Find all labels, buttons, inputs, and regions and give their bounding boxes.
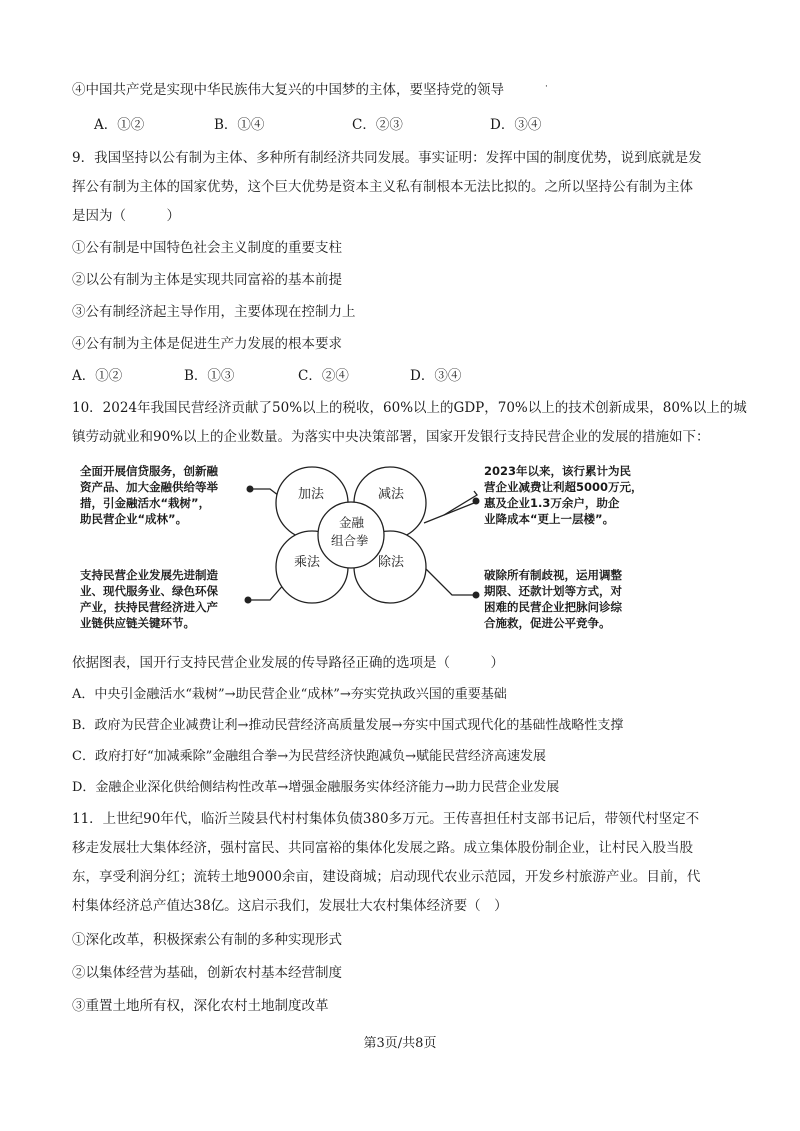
- q9-option-b: B．①③: [184, 368, 235, 384]
- q8-option-d: D．③④: [490, 117, 542, 133]
- page-footer: 第3页/共8页: [363, 1036, 437, 1051]
- text-top-left-4: 助民营企业“成林”。: [80, 512, 188, 526]
- q9-option-d: D．③④: [410, 368, 462, 384]
- q10-option-c: C．政府打好“加减乘除”金融组合拳→为民营经济快跑减负→赋能民营经济高速发展: [72, 749, 547, 764]
- stray-mark: ·: [545, 82, 548, 92]
- q9-stem-line-2: 挥公有制为主体的国家优势，这个巨大优势是资本主义私有制根本无法比拟的。之所以坚持公有制为主体: [72, 179, 693, 195]
- label-multiply: 乘法: [294, 555, 321, 570]
- q9-option-a: A．①②: [72, 368, 123, 384]
- q10-option-b: B．政府为民营企业减费让利→推动民营经济高质量发展→夯实中国式现代化的基础性战略性支撑: [72, 718, 624, 733]
- text-bottom-right-1: 破除所有制歧视，运用调整: [484, 568, 622, 582]
- bullet-bottom-right: [473, 592, 480, 599]
- q9-stem-line-1: 9．我国坚持以公有制为主体、多种所有制经济共同发展。事实证明：发挥中国的制度优势，说到底就是发: [72, 150, 702, 166]
- label-center-2: 组合拳: [331, 533, 369, 548]
- connector-top-right-a: [444, 491, 477, 515]
- bullet-top-left: [247, 486, 254, 493]
- q10-question: 依据图表，国开行支持民营企业发展的传导路径正确的选项是（ ）: [72, 655, 504, 671]
- text-bottom-right-2: 期限、还款计划等方式，对: [484, 584, 622, 598]
- q11-item-3: ③重置土地所有权，深化农村土地制度改革: [72, 998, 329, 1014]
- label-divide: 除法: [378, 555, 405, 570]
- text-bottom-left-2: 业、现代服务业、绿色环保: [80, 584, 218, 598]
- label-add: 加法: [298, 487, 325, 502]
- connector-top-right: [424, 503, 474, 523]
- q9-option-c: C．②④: [298, 368, 349, 384]
- q11-stem-line-4: 村集体经济总产值达38亿。这启示我们，发展壮大农村集体经济要（ ）: [72, 898, 508, 914]
- text-top-right-3: 惠及企业1.3万余户，助企: [484, 496, 620, 510]
- bullet-top-right: [473, 498, 480, 505]
- q8-option-b: B．①④: [214, 117, 265, 133]
- q8-option-c: C．②③: [352, 117, 403, 133]
- q11-stem-line-3: 东，享受利润分红；流转土地9000余亩，建设商城；启动现代农业示范园，开发乡村旅游产业。目前，代: [72, 869, 701, 885]
- text-top-left-1: 全面开展信贷服务，创新融: [80, 464, 218, 478]
- q9-item-3: ③公有制经济起主导作用，主要体现在控制力上: [72, 304, 356, 320]
- label-subtract: 减法: [378, 487, 405, 502]
- text-bottom-left-4: 业链供应链关键环节。: [80, 616, 195, 630]
- text-top-right-1: 2023年以来，该行累计为民: [484, 464, 632, 478]
- q11-item-2: ②以集体经营为基础，创新农村基本经营制度: [72, 965, 342, 981]
- q10-stem-line-2: 镇劳动就业和90%以上的企业数量。为落实中央决策部署，国家开发银行支持民营企业的发展的措施如下：: [72, 429, 710, 445]
- q8-option-a: A．①②: [94, 117, 145, 133]
- q8-item-4: ④中国共产党是实现中华民族伟大复兴的中国梦的主体，要坚持党的领导: [72, 82, 504, 98]
- q11-item-1: ①深化改革，积极探索公有制的多种实现形式: [72, 932, 342, 948]
- bullet-bottom-left: [245, 597, 252, 604]
- connector-bottom-right: [424, 567, 474, 595]
- finance-combo-diagram: [72, 455, 732, 645]
- q9-item-2: ②以公有制为主体是实现共同富裕的基本前提: [72, 272, 342, 288]
- q10-stem-line-1: 10．2024年我国民营经济贡献了50%以上的税收，60%以上的GDP，70%以上的技术创新成果，80%以上的城: [72, 400, 747, 416]
- text-top-right-2: 营企业减费让利超5000万元，: [484, 480, 643, 494]
- q9-item-1: ①公有制是中国特色社会主义制度的重要支柱: [72, 240, 342, 256]
- text-bottom-left-3: 产业，扶持民营经济进入产: [80, 600, 218, 614]
- q9-stem-line-3: 是因为（ ）: [72, 208, 180, 224]
- text-bottom-left-1: 支持民营企业发展先进制造: [80, 568, 218, 582]
- q10-option-a: A．中央引金融活水“栽树”→助民营企业“成林”→夯实党执政兴国的重要基础: [72, 687, 507, 702]
- q10-option-d: D．金融企业深化供给侧结构性改革→增强金融服务实体经济能力→助力民营企业发展: [72, 780, 560, 795]
- text-top-left-2: 资产品、加大金融供给等举: [80, 480, 218, 494]
- q11-stem-line-1: 11．上世纪90年代，临沂兰陵县代村村集体负债380多万元。王传喜担任村支部书记后，带领代村坚定不: [72, 811, 700, 827]
- text-bottom-right-3: 困难的民营企业把脉问诊综: [484, 600, 622, 614]
- text-top-right-4: 业降成本“更上一层楼”。: [484, 512, 615, 526]
- text-top-left-3: 措，引金融活水“栽树”，: [80, 496, 211, 510]
- q9-item-4: ④公有制为主体是促进生产力发展的根本要求: [72, 336, 342, 352]
- text-bottom-right-4: 合施救，促进公平竞争。: [484, 616, 611, 630]
- label-center-1: 金融: [339, 515, 365, 530]
- q11-stem-line-2: 移走发展壮大集体经济，强村富民、共同富裕的集体化发展之路。成立集体股份制企业，让村民入股当股: [72, 840, 693, 856]
